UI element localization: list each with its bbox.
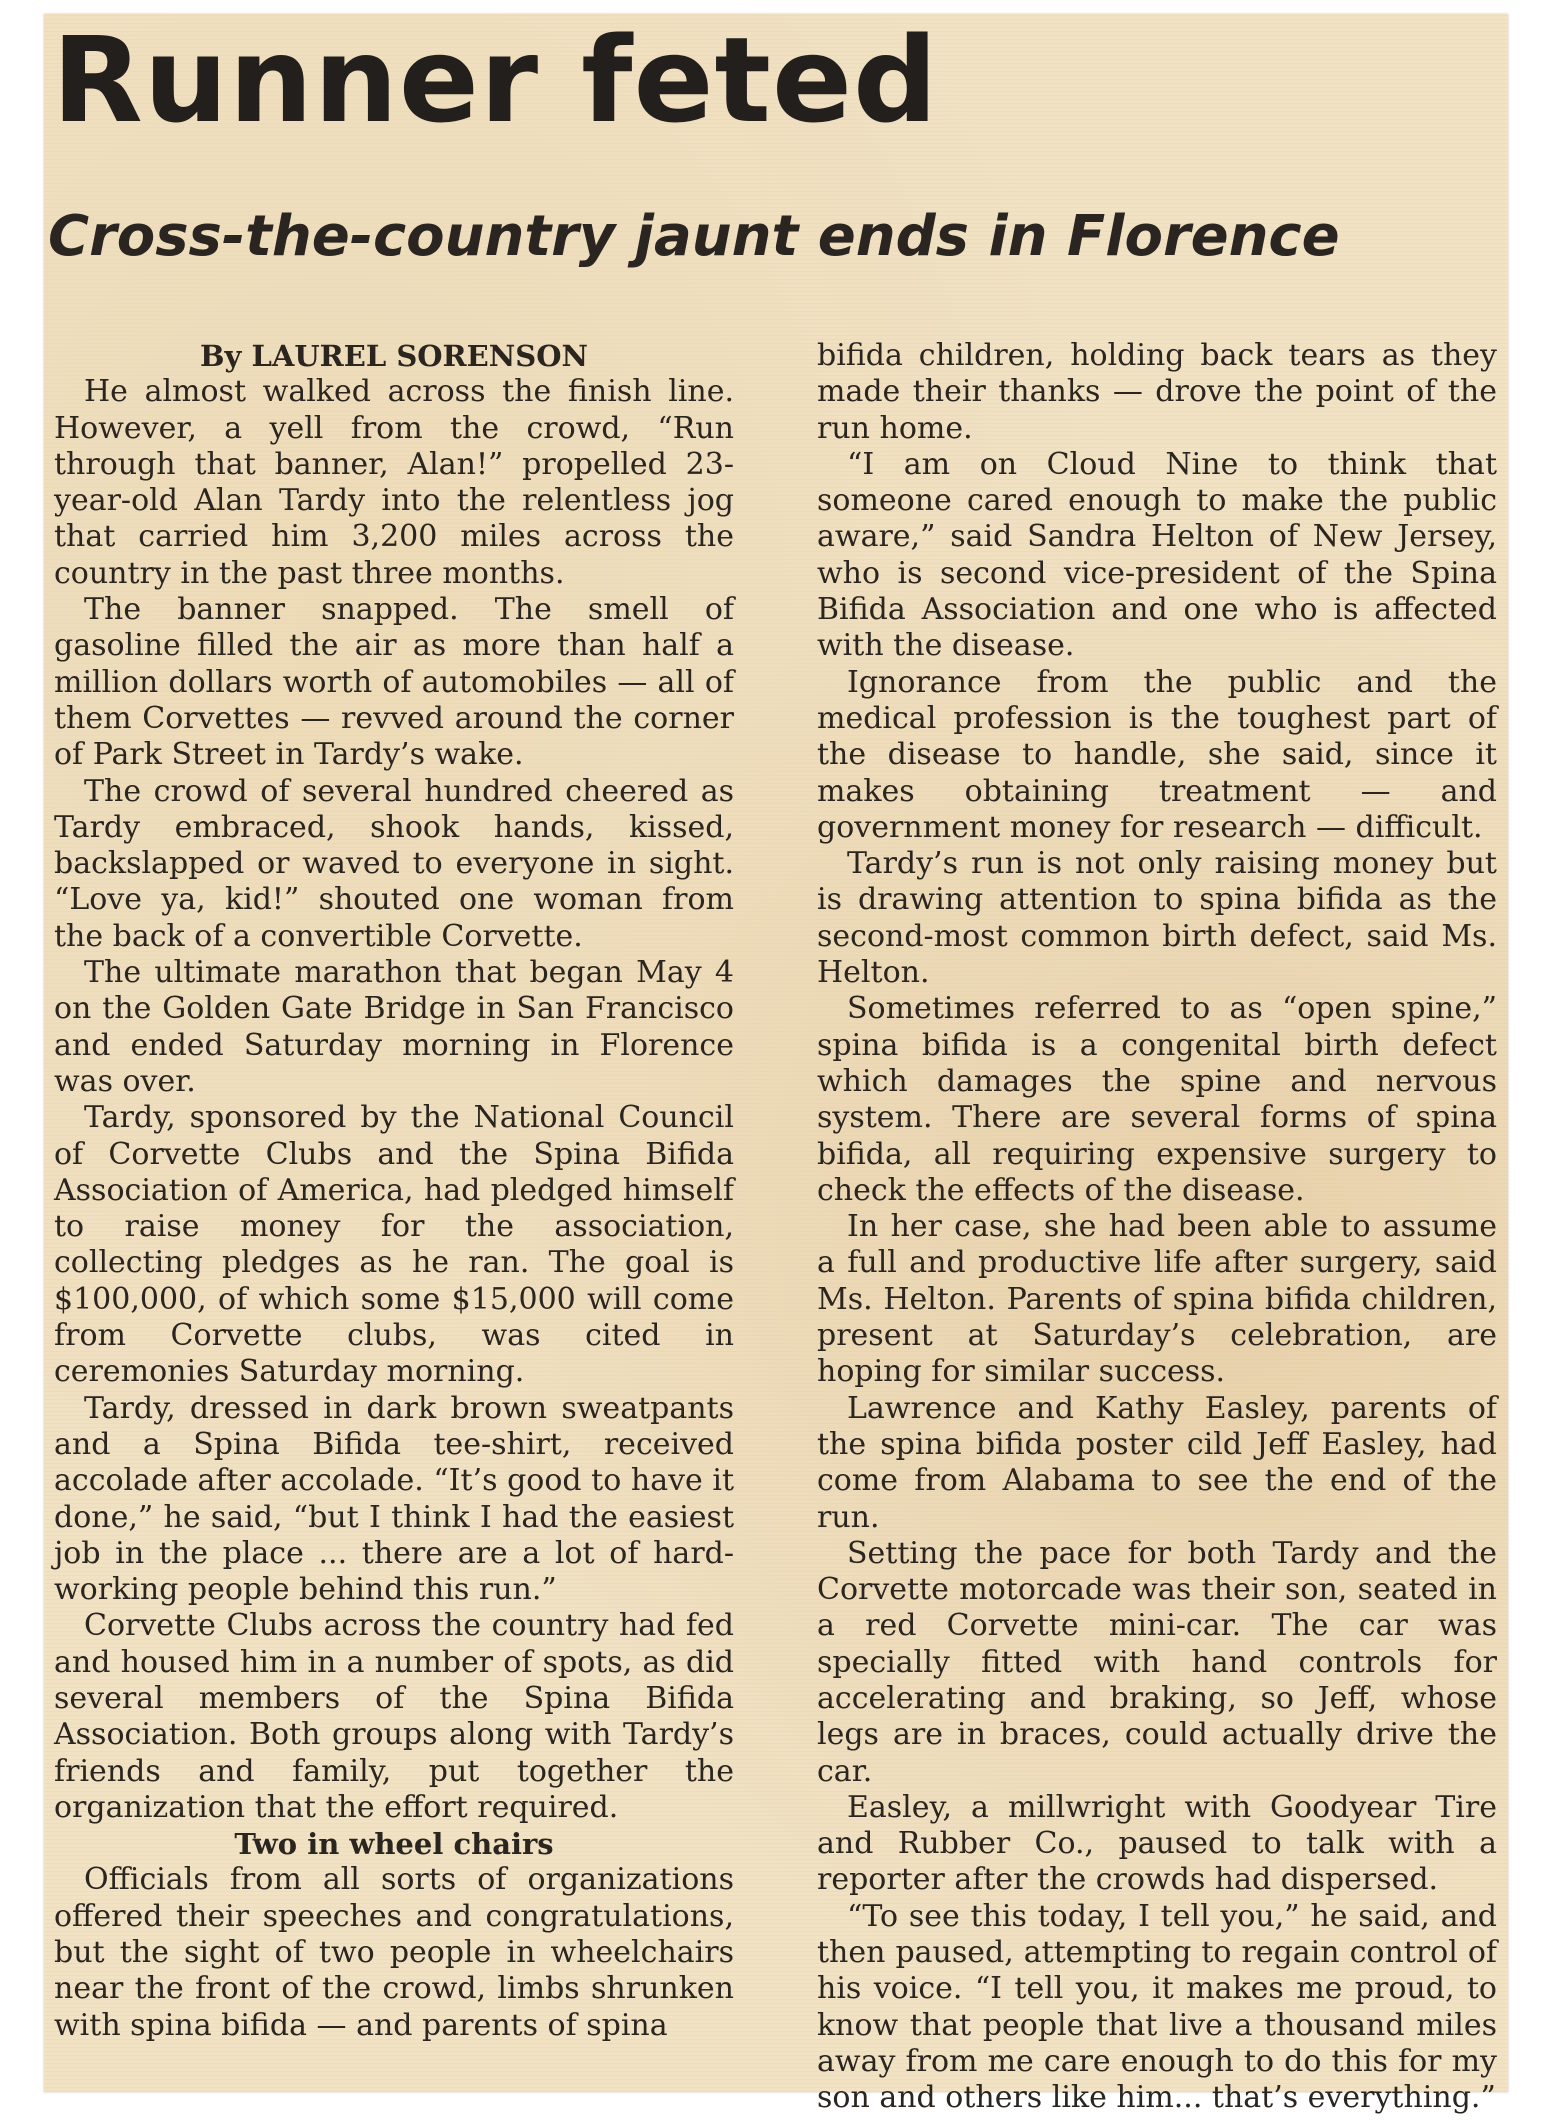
- article-paragraph: Lawrence and Kathy Easley, parents of the spina bifida poster cild Jeff Easley, had come from Alabama to see the end of the run.: [817, 1390, 1497, 1535]
- article-column-left: [54, 338, 734, 2044]
- article-paragraph: The banner snapped. The smell of gasoline filled the air as more than half a million dollars worth of automobiles — all of them Corvettes — revved around the corner of Park Street in Tardy’s wake.: [54, 592, 734, 773]
- article-paragraph: The crowd of several hundred cheered as Tardy embraced, shook hands, kissed, backslapped or waved to everyone in sight. “Love ya, kid!” shouted one woman from the back of a convertible Corvette.: [54, 773, 734, 954]
- subheadline: Cross-the-country jaunt ends in Florence: [48, 204, 1340, 269]
- article-paragraph: Ignorance from the public and the medical profession is the toughest part of the disease to handle, she said, since it makes obtaining treatment — and government money for research — difficult.: [817, 664, 1497, 845]
- article-paragraph: Sometimes referred to as “open spine,” spina bifida is a congenital birth defect which damages the spine and nervous system. There are several forms of spina bifida, all requiring expensive surgery to check the effects of the disease.: [817, 991, 1497, 1208]
- crosshead: Two in wheel chairs: [234, 1827, 554, 1862]
- article-paragraph: Tardy, dressed in dark brown sweatpants and a Spina Bifida tee-shirt, received accolade after accolade. “It’s good to have it done,” he said, “but I think I had the easiest job in the place ... there are a lot of hard-working people behind this run.”: [54, 1390, 734, 1608]
- article-paragraph: In her case, she had been able to assume a full and productive life after surgery, said Ms. Helton. Parents of spina bifida children, present at Saturday’s celebration, are hoping for similar success.: [817, 1209, 1497, 1390]
- article-paragraph: The ultimate marathon that began May 4 on the Golden Gate Bridge in San Francisco and ended Saturday morning in Florence was over.: [54, 955, 734, 1099]
- article-paragraph: Corvette Clubs across the country had fed and housed him in a number of spots, as did several members of the Spina Bifida Association. Both groups along with Tardy’s friends and family, put together the organization that the effort required.: [54, 1608, 734, 1825]
- article-paragraph: Officials from all sorts of organizations offered their speeches and congratulations, but the sight of two people in wheelchairs near the front of the crowd, limbs shrunken with spina bifida — and parents of spina: [54, 1862, 734, 2043]
- headline: Runner feted: [52, 11, 939, 149]
- article-paragraph-continuation: bifida children, holding back tears as they made their thanks — drove the point of the run home.: [817, 338, 1497, 446]
- newspaper-clipping: [44, 11, 1508, 2116]
- article-paragraph: “To see this today, I tell you,” he said, and then paused, attempting to regain control of his voice. “I tell you, it makes me proud, to know that people that live a thousand miles away from me care enough to do this for my son and others like him... that’s everything.”: [817, 1898, 1497, 2116]
- article-paragraph: “I am on Cloud Nine to think that someone cared enough to make the public aware,” said Sandra Helton of New Jersey, who is second vice-president of the Spina Bifida Association and one who is affected with the disease.: [817, 446, 1497, 664]
- article-paragraph: He almost walked across the finish line. However, a yell from the crowd, “Run through that banner, Alan!” propelled 23-year-old Alan Tardy into the relentless jog that carried him 3,200 miles across the country in the past three months.: [54, 374, 734, 591]
- article-paragraph: Tardy, sponsored by the National Council of Corvette Clubs and the Spina Bifida Association of America, had pledged himself to raise money for the association, collecting pledges as he ran. The goal is $100,000, of which some $15,000 will come from Corvette clubs, was cited in ceremonies Saturday morning.: [54, 1100, 734, 1390]
- byline: By LAUREL SORENSON: [200, 339, 588, 373]
- article-column-right: [817, 338, 1497, 2117]
- article-paragraph: Setting the pace for both Tardy and the Corvette motorcade was their son, seated in a red Corvette mini-car. The car was specially fitted with hand controls for accelerating and braking, so Jeff, whose legs are in braces, could actually drive the car.: [817, 1535, 1497, 1789]
- article-paragraph: Tardy’s run is not only raising money but is drawing attention to spina bifida as the second-most common birth defect, said Ms. Helton.: [817, 846, 1497, 991]
- article-paragraph: Easley, a millwright with Goodyear Tire and Rubber Co., paused to talk with a reporter after the crowds had dispersed.: [817, 1789, 1497, 1898]
